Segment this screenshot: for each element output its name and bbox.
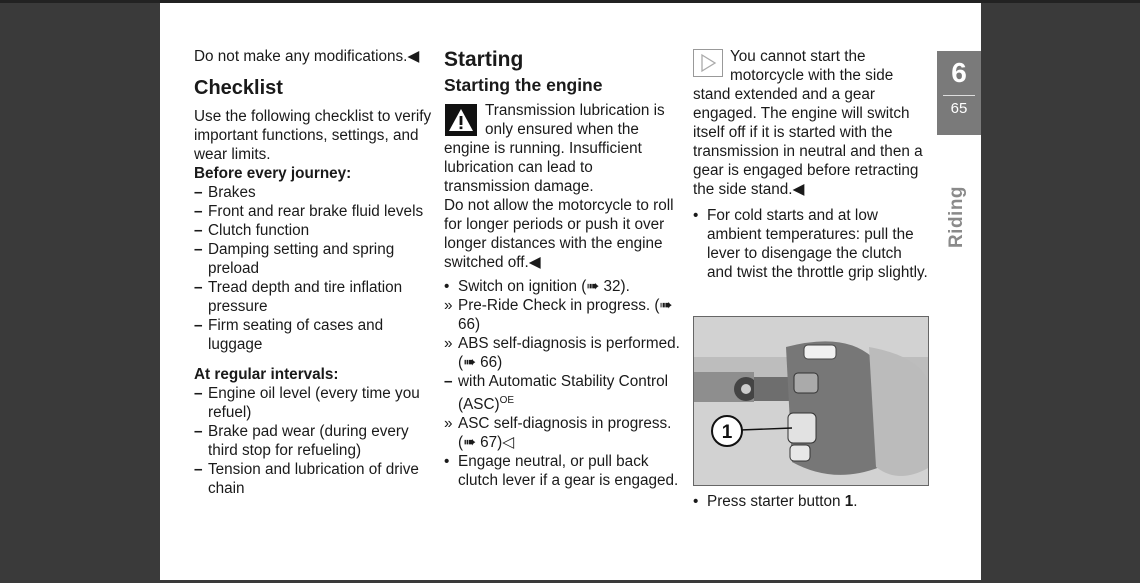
chapter-tab bbox=[937, 51, 981, 135]
oe-label: OE bbox=[499, 395, 515, 406]
caption-prefix: Press starter button bbox=[707, 493, 845, 510]
before-journey-title: Before every journey: bbox=[194, 165, 352, 182]
handlebar-switch-photo bbox=[693, 316, 929, 486]
note-triangle-icon bbox=[693, 49, 723, 77]
checklist-heading: Checklist bbox=[194, 77, 283, 99]
list-item: – Brake pad wear (during every third stop for refueling) bbox=[194, 422, 434, 460]
column-checklist bbox=[194, 47, 434, 498]
warning-triangle-icon bbox=[445, 104, 477, 136]
document-page bbox=[160, 3, 981, 580]
starting-engine-subheading: Starting the engine bbox=[444, 75, 603, 95]
result-abs-diagnosis: » ABS self-diagnosis is performed. (➠ 66) bbox=[444, 334, 682, 372]
caption-suffix: . bbox=[853, 493, 858, 510]
page-number: 65 bbox=[950, 100, 968, 117]
warning-text-2: Do not allow the motorcycle to roll for longer periods or push it over longer distances with the engine switched off.◀ bbox=[444, 197, 674, 271]
regular-intervals-list bbox=[194, 384, 434, 498]
photo-callout-1: 1 bbox=[721, 422, 733, 443]
list-item: – Damping setting and spring preload bbox=[194, 240, 434, 278]
step-engage-neutral: • Engage neutral, or pull back clutch lever if a gear is engaged. bbox=[444, 452, 682, 490]
chapter-number: 6 bbox=[951, 57, 967, 88]
note-block bbox=[693, 47, 929, 199]
list-item: – Firm seating of cases and luggage bbox=[194, 316, 434, 354]
press-starter-step bbox=[693, 492, 943, 511]
column-starting bbox=[444, 47, 682, 490]
list-item: – Brakes bbox=[194, 183, 434, 202]
list-item: – Tension and lubrication of drive chain bbox=[194, 460, 434, 498]
warning-block bbox=[444, 101, 682, 272]
intro-text: Do not make any modifications.◀ bbox=[194, 48, 420, 65]
caption-ref: 1 bbox=[844, 493, 854, 510]
cold-start-step: • For cold starts and at low ambient temperatures: pull the lever to disengage the clutch and twist the throttle grip slightly. bbox=[693, 206, 929, 282]
step-switch-ignition: • Switch on ignition (➠ 32). bbox=[444, 277, 682, 296]
list-item: – Front and rear brake fluid levels bbox=[194, 202, 434, 221]
option-asc-text: with Automatic Stability Control (ASC) bbox=[458, 373, 668, 414]
column-notes bbox=[693, 47, 929, 282]
warning-text: Transmission lubrication is only ensured when the engine is running. Insufficient lubrication can lead to transmission damage. bbox=[444, 102, 665, 195]
result-asc-diagnosis: » ASC self-diagnosis in progress. (➠ 67)◁ bbox=[444, 414, 682, 452]
result-preride-check: » Pre-Ride Check in progress. (➠ 66) bbox=[444, 296, 682, 334]
starting-heading: Starting bbox=[444, 48, 524, 71]
note-text: You cannot start the motorcycle with the side stand extended and a gear engaged. The engine will switch itself off if it is started with the transmission in neutral and then a gear is engaged before retracting the side stand.◀ bbox=[693, 48, 923, 198]
chapter-divider bbox=[943, 95, 975, 96]
before-journey-list bbox=[194, 183, 434, 354]
section-label: Riding bbox=[946, 185, 967, 249]
list-item: – Engine oil level (every time you refuel) bbox=[194, 384, 434, 422]
checklist-description: Use the following checklist to verify important functions, settings, and wear limits. bbox=[194, 108, 432, 163]
list-item: – Tread depth and tire inflation pressure bbox=[194, 278, 434, 316]
regular-intervals-title: At regular intervals: bbox=[194, 366, 339, 383]
option-asc bbox=[444, 372, 682, 414]
list-item: – Clutch function bbox=[194, 221, 434, 240]
